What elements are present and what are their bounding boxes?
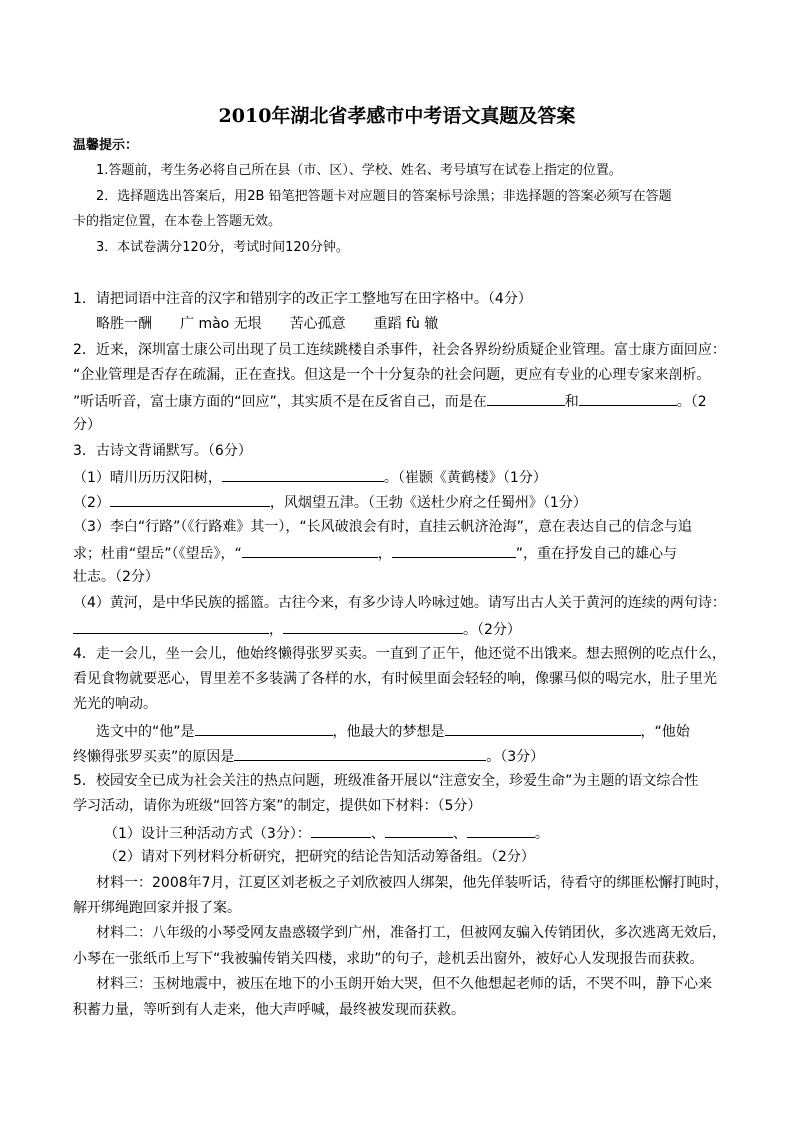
q2-text-c: 。（2 <box>676 394 707 410</box>
answer-blank[interactable] <box>110 492 270 507</box>
q2-line-4: 分） <box>73 417 101 433</box>
q5-material-2-cont: 小琴在一张纸币上写下“我被骗传销关四楼，求助”的句子，趁机丢出窗外，被好心人发现报告而获救。 <box>73 951 704 967</box>
tips-heading: 温馨提示： <box>73 138 139 153</box>
q5-p1-text: （1）设计三种活动方式（3分）： <box>104 826 311 842</box>
q4-text-c: ，“他始 <box>640 724 690 740</box>
answer-blank[interactable] <box>73 619 269 634</box>
q3-s1 <box>73 467 547 487</box>
q4-line-1: 4．走一会儿，坐一会儿，他始终懒得张罗买卖。一直到了正午，他还觉不出饿来。想去照例的吃点什么， <box>73 646 726 662</box>
q4-text-e: 。（3分） <box>486 749 545 765</box>
q3-s4-text-b: 。（2分） <box>463 622 521 638</box>
tip-2: 2．选择题选出答案后，用2B 铅笔把答题卡对应题目的答案标号涂黑；非选择题的答案必须写在答题 <box>96 189 672 204</box>
answer-blank[interactable] <box>579 391 677 406</box>
tip-3: 3．本试卷满分120分，考试时间120分钟。 <box>96 240 349 255</box>
answer-blank[interactable] <box>392 543 516 558</box>
q3-s3-text-b: ， <box>377 546 392 562</box>
tip-2-cont: 卡的指定位置，在本卷上答题无效。 <box>73 214 282 229</box>
q1-stem: 1．请把词语中注音的汉字和错别字的改正字工整地写在田字格中。（4分） <box>73 291 532 307</box>
q2-line-3 <box>73 391 707 411</box>
q5-p1-sep-1: 、 <box>370 826 385 842</box>
answer-blank[interactable] <box>311 823 371 838</box>
q5-part-1 <box>104 823 549 843</box>
q3-s4-text-a: ， <box>269 622 283 638</box>
q5-p1-end: 。 <box>534 826 549 842</box>
q5-line-1: 5．校园安全已成为社会关注的热点问题，班级准备开展以“注意安全，珍爱生命”为主题的语文综合性 <box>73 773 699 789</box>
q5-material-3: 材料三：玉树地震中，被压在地下的小玉朗开始大哭，但不久他想起老师的话，不哭不叫，静下心来 <box>96 976 712 992</box>
page-title: 2010年湖北省孝感市中考语文真题及答案 <box>218 105 576 127</box>
q5-p1-sep-2: 、 <box>452 826 467 842</box>
q2-line-2: “企业管理是否存在疏漏，正在查找。但这是一个十分复杂的社会问题，更应有专业的心理专家来剖析。 <box>73 367 711 383</box>
answer-blank[interactable] <box>242 543 378 558</box>
q4-text-a: 选文中的“他”是 <box>96 724 195 740</box>
q5-line-2: 学习活动，请你为班级“回答方案”的制定，提供如下材料：（5分） <box>73 798 482 814</box>
q5-material-1: 材料一：2008年7月，江夏区刘老板之子刘欣被四人绑架，他先佯装听话，待看守的绑匪松懈打盹时， <box>96 875 729 891</box>
q3-s4-line-1: （4）黄河，是中华民族的摇篮。古往今来，有多少诗人吟咏过她。请写出古人关于黄河的连续的两句诗： <box>73 595 726 611</box>
q3-s2-source: ，风烟望五津。（王勃《送杜少府之任蜀州》（1分） <box>269 495 587 511</box>
q3-s1-source: 。（崔颢《黄鹤楼》（1分） <box>383 470 547 486</box>
answer-blank[interactable] <box>487 391 565 406</box>
answer-blank[interactable] <box>467 823 535 838</box>
q5-material-2: 材料二：八年级的小琴受网友蛊惑辍学到广州，准备打工，但被网友骗入传销团伙，多次逃离无效后， <box>96 925 726 941</box>
q4-line-2: 看见食物就要恶心，胃里差不多装满了各样的水，有时候里面会轻轻的响，像骡马似的喝完水，肚子里光 <box>73 671 717 687</box>
answer-blank[interactable] <box>445 721 641 736</box>
q4-line-5 <box>73 746 544 766</box>
answer-blank[interactable] <box>283 619 463 634</box>
q3-s3-line-2 <box>73 543 677 563</box>
q3-stem: 3．古诗文背诵默写。（6分） <box>73 443 252 459</box>
q3-s2-text: （2） <box>73 495 110 511</box>
q4-line-4 <box>96 721 690 741</box>
q2-text-a: ”听话听音，富士康方面的“回应”，其实质不是在反省自己，而是在 <box>73 394 487 410</box>
q4-line-3: 光光的响动。 <box>73 696 157 712</box>
q3-s2 <box>73 492 587 512</box>
q3-s3-line-3: 壮志。（2分） <box>73 569 159 585</box>
q3-s1-text: （1）晴川历历汉阳树， <box>73 470 222 486</box>
q3-s3-line-1: （3）李白“行路”（《行路难》其一），“长风破浪会有时，直挂云帆济沧海”，意在表达自己的信念与追 <box>73 519 692 535</box>
q5-part-2: （2）请对下列材料分析研究，把研究的结论告知活动筹备组。（2分） <box>104 849 535 865</box>
q2-line-1: 2．近来，深圳富士康公司出现了员工连续跳楼自杀事件，社会各界纷纷质疑企业管理。富士康方面回应： <box>73 342 726 358</box>
q4-text-b: ，他最大的梦想是 <box>332 724 445 740</box>
q2-text-b: 和 <box>564 394 579 410</box>
answer-blank[interactable] <box>234 746 486 761</box>
q4-text-d: 终懒得张罗买卖”的原因是 <box>73 749 235 765</box>
q3-s4-line-2 <box>73 619 521 639</box>
answer-blank[interactable] <box>385 823 453 838</box>
q3-s3-text-c: ”，重在抒发自己的雄心与 <box>515 546 678 562</box>
q5-material-1-cont: 解开绑绳跑回家并报了案。 <box>73 900 241 916</box>
answer-blank[interactable] <box>222 467 384 482</box>
tip-1: 1.答题前，考生务必将自己所在县（市、区）、学校、姓名、考号填写在试卷上指定的位置。 <box>96 163 622 178</box>
answer-blank[interactable] <box>195 721 333 736</box>
q5-material-3-cont: 积蓄力量，等听到有人走来，他大声呼喊，最终被发现而获救。 <box>73 1002 465 1018</box>
q3-s3-text-a: 求；杜甫“望岳”（《望岳》，“ <box>73 546 242 562</box>
q1-words: 略胜一酬 广 mào 无垠 苦心孤意 重蹈 fù 辙 <box>96 316 439 332</box>
